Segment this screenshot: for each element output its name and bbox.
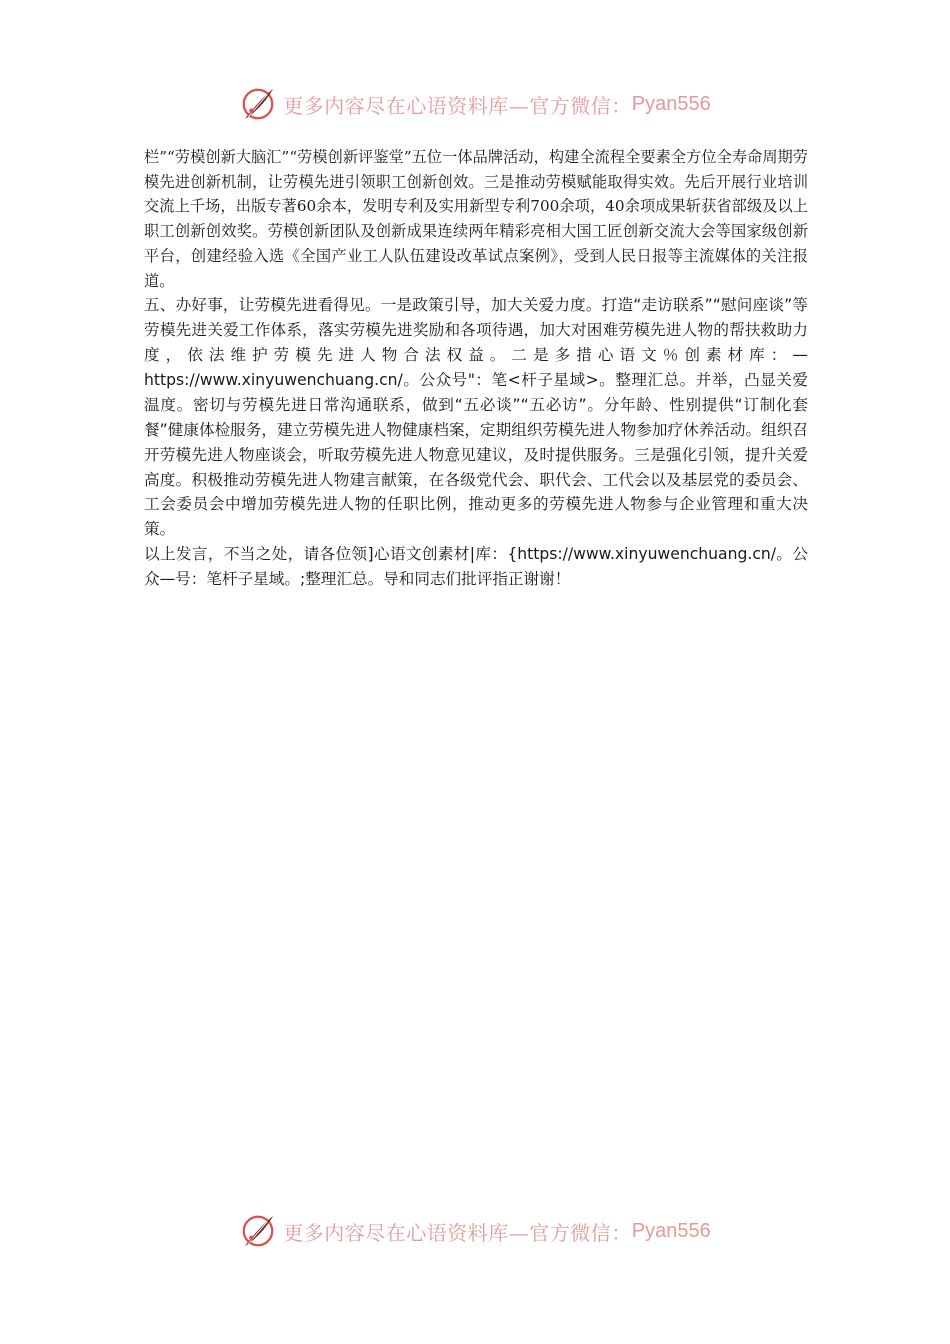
quill-pen-logo-icon [239,85,277,123]
footer-banner-text: 更多内容尽在心语资料库—官方微信： [283,1220,632,1245]
paragraph-innovation: 栏”“劳模创新大脑汇”“劳模创新评鉴堂”五位一体品牌活动，构建全流程全要素全方位全寿命周期劳模先进创新机制，让劳模先进引领职工创新创效。三是推动劳模赋能取得实效。先后开展行业培训交流上千场，出版专著60余本，发明专利及实用新型专利700余项，40余项成果斩获省部级及以上职工创新创效奖。劳模创新团队及创新成果连续两年精彩亮相大国工匠创新交流大会等国家级创新平台，创建经验入选《全国产业工人队伍建设改革试点案例》，受到人民日报等主流媒体的关注报道。 [144,148,808,290]
paragraph-section-five: 五、办好事，让劳模先进看得见。一是政策引导，加大关爱力度。打造“走访联系”“慰问座谈”等劳模先进关爱工作体系，落实劳模先进奖励和各项待遇，加大对困难劳模先进人物的帮扶救助力度，依法维护劳模先进人物合法权益。二是多措心语文％创素材库：—https://www.xinyuwenchuang.cn/。公众号"：笔<杆子星域>。整理汇总。并举，凸显关爱温度。密切与劳模先进日常沟通联系，做到“五必谈”“五必访”。分年龄、性别提供“订制化套餐”健康体检服务，建立劳模先进人物健康档案，定期组织劳模先进人物参加疗休养活动。组织召开劳模先进人物座谈会，听取劳模先进人物意见建议，及时提供服务。三是强化引领，提升关爱高度。积极推动劳模先进人物建言献策，在各级党代会、职代会、工代会以及基层党的委员会、工会委员会中增加劳模先进人物的任职比例，推动更多的劳模先进人物参与企业管理和重大决策。 [144,296,808,539]
header-banner-handle: Pyan556 [631,92,711,115]
header-banner-text: 更多内容尽在心语资料库—官方微信： [283,93,632,118]
document-body [144,145,808,592]
footer-banner-handle: Pyan556 [631,1219,711,1242]
header-banner [0,84,950,124]
quill-pen-logo-icon [239,1212,277,1250]
paragraph-closing: 以上发言，不当之处，请各位领]心语文创素材|库：{https://www.xinyuwenchuang.cn/。公众—号：笔杆子星域。;整理汇总。导和同志们批评指正谢谢！ [144,545,808,589]
footer-banner [0,1211,950,1251]
